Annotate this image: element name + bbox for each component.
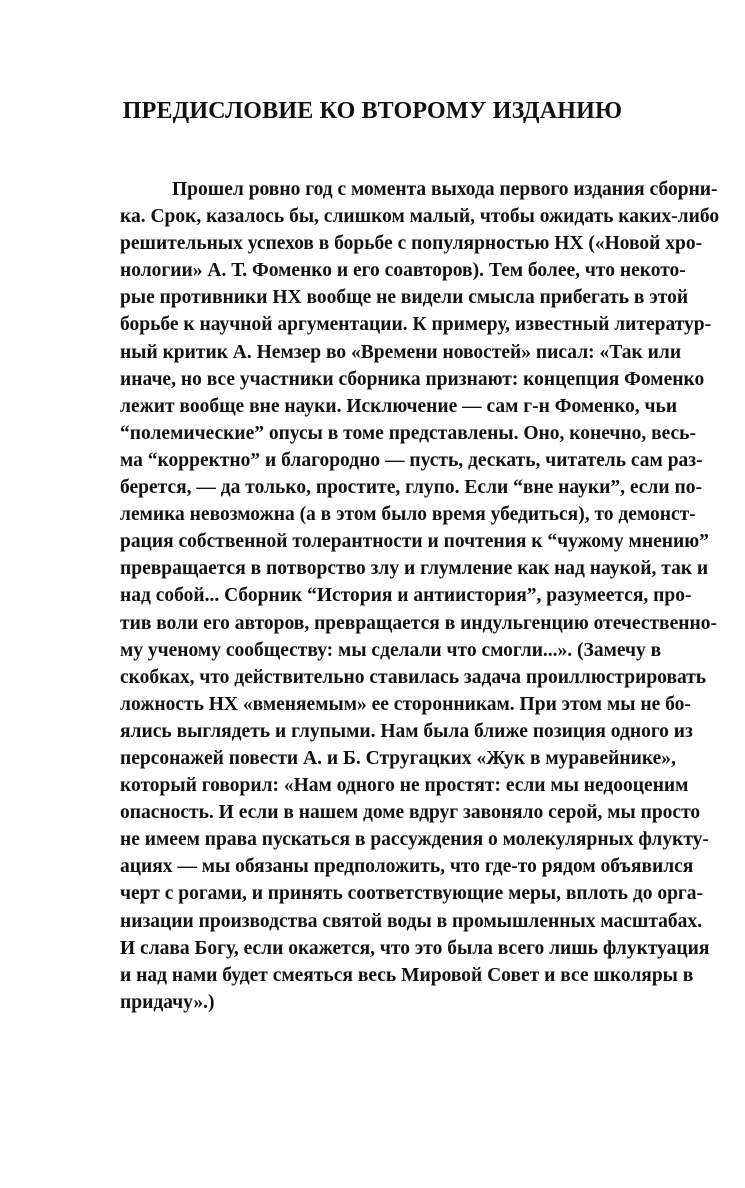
text-line: борьбе к научной аргументации. К примеру, известный литератур- — [120, 314, 712, 336]
text-line: над собой... Сборник “История и антиистория”, разумеется, про- — [120, 585, 692, 607]
text-line: иначе, но все участники сборника признают: концепция Фоменко — [120, 368, 705, 390]
text-line: и над нами будет смеяться весь Мировой Совет и все школяры в — [120, 964, 694, 986]
text-line: опасность. И если в нашем доме вдруг завоняло серой, мы просто — [120, 802, 701, 824]
page-title: ПРЕДИСЛОВИЕ КО ВТОРОМУ ИЗДАНИЮ — [122, 98, 623, 124]
text-line: рые противники НХ вообще не видели смысла прибегать в этой — [120, 287, 689, 309]
text-line: ложность НХ «вменяемым» ее сторонникам. При этом мы не бо- — [120, 693, 691, 715]
preface-paragraph — [120, 176, 720, 1016]
text-line: тив воли его авторов, превращается в индульгенцию отечественно- — [120, 612, 717, 634]
text-line: который говорил: «Нам одного не простят: если мы недооценим — [120, 775, 689, 797]
text-line: берется, — да только, простите, глупо. Если “вне науки”, если по- — [120, 477, 702, 499]
text-line: придачу».) — [120, 991, 215, 1013]
text-line: ка. Срок, казалось бы, слишком малый, чтобы ожидать каких-либо — [120, 206, 720, 228]
text-line: низации производства святой воды в промышленных масштабах. — [120, 910, 703, 932]
text-line: му ученому сообществу: мы сделали что смогли...». (Замечу в — [120, 639, 662, 661]
text-line: скобках, что действительно ставилась задача проиллюстрировать — [120, 666, 707, 688]
text-line: черт с рогами, и принять соответствующие меры, вплоть до орга- — [120, 883, 704, 905]
text-line: рация собственной толерантности и почтения к “чужому мнению” — [120, 531, 709, 553]
text-line: И слава Богу, если окажется, что это была всего лишь флуктуация — [120, 937, 710, 959]
text-line: ациях — мы обязаны предположить, что где-то рядом объявился — [120, 856, 694, 878]
text-line: ялись выглядеть и глупыми. Нам была ближе позиция одного из — [120, 720, 693, 742]
text-line: превращается в потворство злу и глумление как над наукой, так и — [120, 558, 709, 580]
text-line: нологии» А. Т. Фоменко и его соавторов). Тем более, что некото- — [120, 260, 686, 282]
text-line: ный критик А. Немзер во «Времени новостей» писал: «Так или — [120, 341, 682, 363]
text-line: не имеем права пускаться в рассуждения о молекулярных флукту- — [120, 829, 709, 851]
text-line: решительных успехов в борьбе с популярностью НХ («Новой хро- — [120, 233, 703, 255]
text-line: Прошел ровно год с момента выхода первого издания сборни- — [172, 179, 718, 200]
text-line: лемика невозможна (а в этом было время убедиться), то демонст- — [120, 504, 696, 526]
text-line: персонажей повести А. и Б. Стругацких «Жук в муравейнике», — [120, 747, 676, 769]
text-line: ма “корректно” и благородно — пусть, дескать, читатель сам раз- — [120, 449, 703, 471]
text-line: лежит вообще вне науки. Исключение — сам г-н Фоменко, чьи — [120, 395, 678, 417]
text-line: “полемические” опусы в томе представлены. Оно, конечно, весь- — [120, 422, 696, 444]
